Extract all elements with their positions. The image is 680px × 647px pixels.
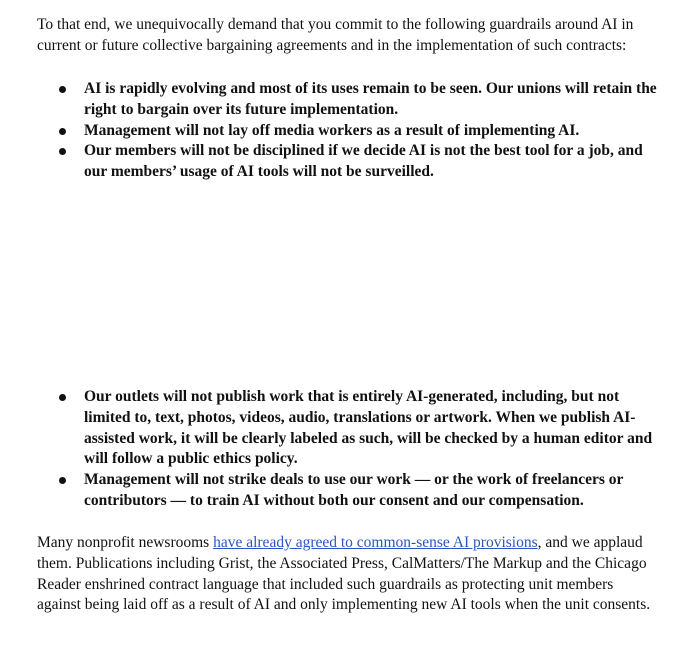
closing-text-before: Many nonprofit newsrooms bbox=[37, 534, 214, 551]
intro-paragraph: To that end, we unequivocally demand that you commit to the following guardrails around AI in current or future collective bargaining agreements and in the implementation of such contracts: bbox=[37, 16, 634, 54]
ai-provisions-link[interactable]: have already agreed to common-sense AI provisions bbox=[213, 534, 538, 551]
list-item bbox=[57, 141, 657, 183]
closing-text-after: , and we applaud them. Publications including Grist, the Associated Press, CalMatters/The Markup and the Chicago Reader enshrined contract language that included such guardrails as protecting unit members against being laid off as a result of AI and only implementing new AI tools when the unit consents. bbox=[37, 534, 651, 614]
list-item-text: Our outlets will not publish work that is entirely AI-generated, including, but not limited to, text, photos, videos, audio, translations or artwork. When we publish AI-assisted work, it will be clearly labeled as such, will be checked by a human editor and will follow a public ethics policy. bbox=[84, 388, 653, 468]
list-item-text: AI is rapidly evolving and most of its uses remain to be seen. Our unions will retain the right to bargain over its future implementation. bbox=[84, 80, 657, 118]
list-item bbox=[57, 121, 657, 142]
list-item bbox=[57, 79, 657, 121]
list-item-text: Management will not strike deals to use our work — or the work of freelancers or contributors — to train AI without both our consent and our compensation. bbox=[84, 471, 624, 509]
bullet-icon bbox=[59, 148, 66, 155]
list-item-text: Management will not lay off media workers as a result of implementing AI. bbox=[84, 121, 580, 139]
bullet-icon bbox=[59, 477, 66, 484]
list-item bbox=[57, 470, 657, 512]
closing-paragraph bbox=[37, 533, 657, 616]
bullet-icon bbox=[59, 394, 66, 401]
list-item-text: Our members will not be disciplined if we decide AI is not the best tool for a job, and our members’ usage of AI tools will not be surveilled. bbox=[84, 142, 643, 181]
list-item bbox=[57, 387, 657, 470]
bullet-icon bbox=[59, 128, 66, 135]
guardrails-list-top bbox=[57, 79, 657, 183]
guardrails-list-bottom bbox=[57, 387, 657, 512]
bullet-icon bbox=[59, 86, 66, 93]
